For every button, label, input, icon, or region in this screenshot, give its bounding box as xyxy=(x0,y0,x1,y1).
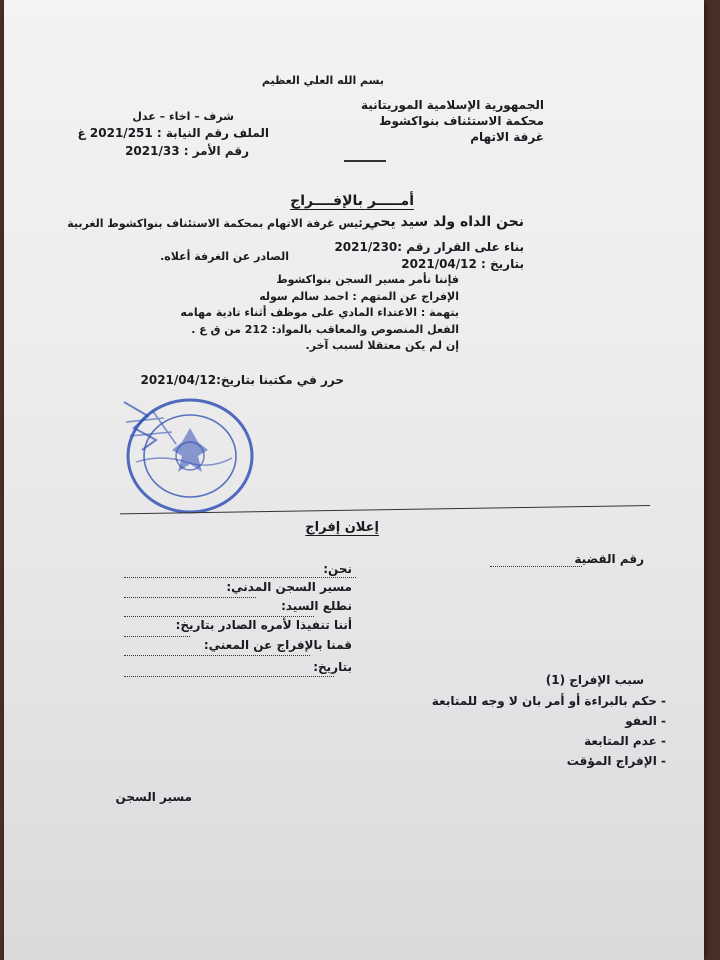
decision-issuer: الصادر عن الغرفة أعلاه. xyxy=(160,250,289,263)
order-title: أمـــــر بالإفــــراج xyxy=(290,193,414,209)
legal-articles: الفعل المنصوص والمعاقب بالمواد: 212 من ق ع . xyxy=(191,323,459,336)
release-reasons-title: سبب الإفراج (1) xyxy=(545,673,644,687)
reason-no-prosecution: - عدم المتابعة xyxy=(584,734,666,748)
form-released-label: قمنا بالإفراج عن المعني: xyxy=(203,638,352,652)
order-to-director: فإننا نأمر مسير السجن بنواكشوط xyxy=(276,273,459,286)
order-number: رقم الأمر : 2021/33 xyxy=(125,144,249,158)
header-chamber: غرفة الاتهام xyxy=(470,130,544,144)
form-we-line xyxy=(124,577,356,578)
form-we-label: نحن: xyxy=(323,562,352,576)
release-of-accused: الإفراج عن المتهم : احمد سالم سوله xyxy=(259,290,459,303)
form-date-line xyxy=(124,676,334,677)
charge: بتهمة : الاعتداء المادي على موظف أثناء تادية مهامه xyxy=(180,306,459,319)
form-director-label: مسير السجن المدني: xyxy=(226,580,352,594)
case-number-line xyxy=(490,566,582,567)
file-number: الملف رقم النيابة : 2021/251 غ xyxy=(77,126,269,140)
case-number-label: رقم القضية xyxy=(574,552,644,566)
form-notify-label: نطلع السيد: xyxy=(281,599,352,613)
motto: شرف – اخاء – عدل xyxy=(132,110,234,123)
reason-provisional-release: - الإفراج المؤقت xyxy=(566,754,666,768)
form-notify-line xyxy=(124,616,314,617)
form-released-line xyxy=(124,655,310,656)
reason-pardon: - العفو xyxy=(625,714,666,728)
condition-note: إن لم يكن معتقلا لسبب آخر. xyxy=(305,339,459,352)
reason-acquittal: - حكم بالبراءة أو أمر بان لا وجه للمتابعة xyxy=(431,694,666,708)
decision-date: بتاريخ : 2021/04/12 xyxy=(401,257,524,271)
signed-date: حرر في مكتبنا بتاريخ:2021/04/12 xyxy=(140,373,344,387)
header-court: محكمة الاستئناف بنواكشوط xyxy=(379,114,544,128)
form-execution-label: أننا تنفيذا لأمره الصادر بتاريخ: xyxy=(175,618,352,632)
basmala: بسم الله العلي العظيم xyxy=(261,74,384,87)
judge-name: نحن الداه ولد سيد يحي xyxy=(366,214,524,230)
separator-dash xyxy=(344,160,386,162)
form-director-line xyxy=(124,597,256,598)
prison-director-signature: مسير السجن xyxy=(115,790,192,804)
decision-ref: بناء على القرار رقم :2021/230 xyxy=(334,240,524,254)
form-execution-line xyxy=(124,636,190,637)
official-stamp xyxy=(112,392,262,520)
judge-title: رئيس غرفة الاتهام بمحكمة الاستئناف بنواكشوط الغربية xyxy=(67,217,369,230)
header-country: الجمهورية الإسلامية الموريتانية xyxy=(360,98,544,112)
form-date-label: بتاريخ: xyxy=(313,660,352,674)
document-page xyxy=(4,0,704,960)
notice-title: إعلان إفراج xyxy=(305,520,379,535)
